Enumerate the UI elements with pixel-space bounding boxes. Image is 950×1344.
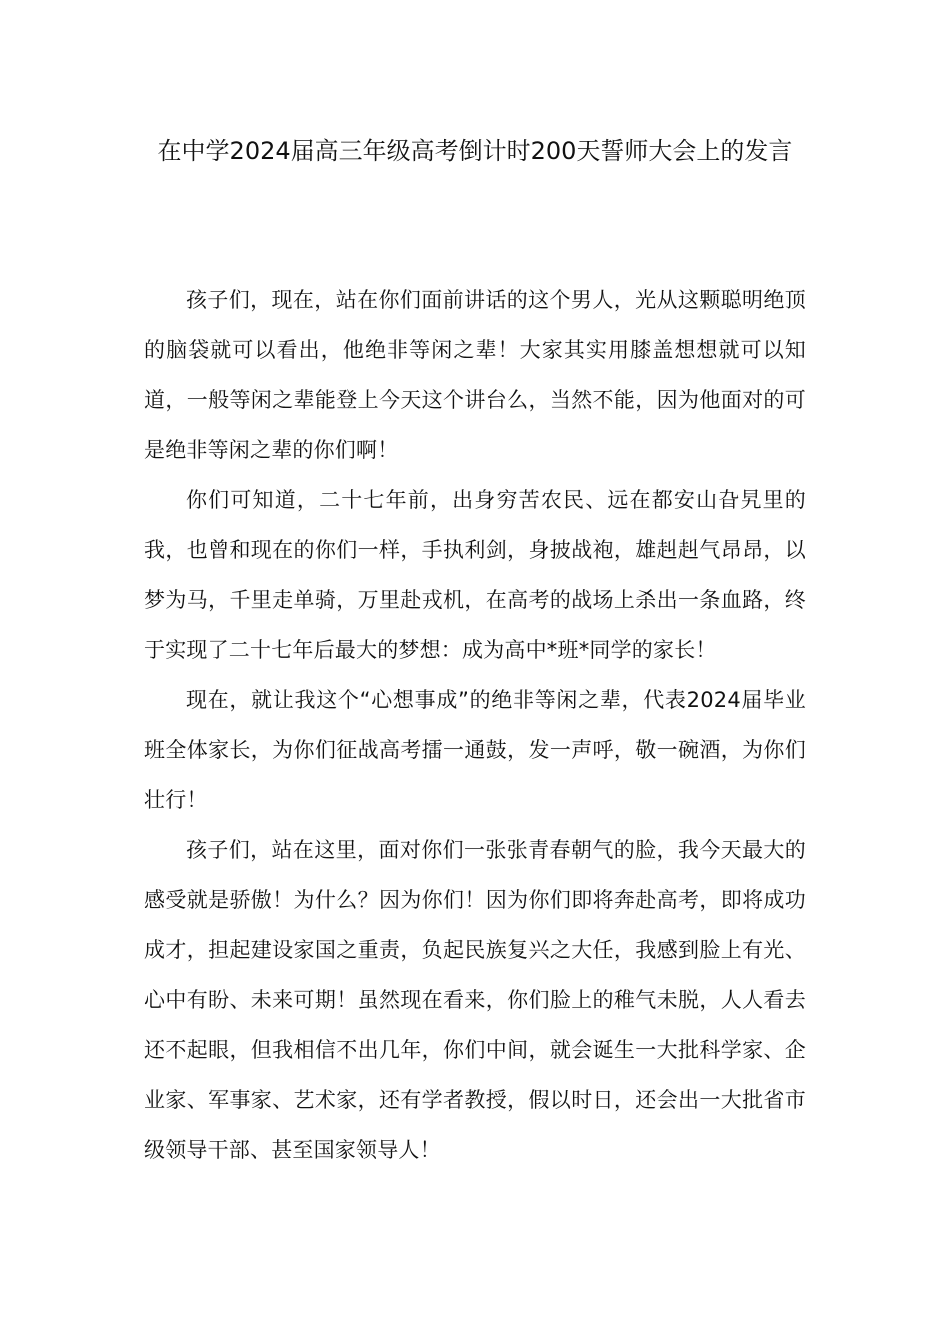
paragraph: 现在，就让我这个“心想事成”的绝非等闲之辈，代表2024届毕业班全体家长，为你们征战高考擂一通鼓，发一声呼，敬一碗酒，为你们壮行！ [144, 688, 806, 812]
paragraph: 孩子们，现在，站在你们面前讲话的这个男人，光从这颗聪明绝顶的脑袋就可以看出，他绝非等闲之辈！大家其实用膝盖想想就可以知道，一般等闲之辈能登上今天这个讲台么，当然不能，因为他面对的可是绝非等闲之辈的你们啊！ [144, 288, 806, 462]
document-body [144, 275, 806, 1175]
paragraph: 孩子们，站在这里，面对你们一张张青春朝气的脸，我今天最大的感受就是骄傲！为什么？因为你们！因为你们即将奔赴高考，即将成功成才，担起建设家国之重责，负起民族复兴之大任，我感到脸上有光、心中有盼、未来可期！虽然现在看来，你们脸上的稚气未脱，人人看去还不起眼，但我相信不出几年，你们中间，就会诞生一大批科学家、企业家、军事家、艺术家，还有学者教授，假以时日，还会出一大批省市级领导干部、甚至国家领导人！ [144, 838, 806, 1162]
page-title: 在中学2024届高三年级高考倒计时200天誓师大会上的发言 [157, 137, 793, 165]
paragraph: 你们可知道，二十七年前，出身穷苦农民、远在都安山旮旯里的我，也曾和现在的你们一样，手执利剑，身披战袍，雄赳赳气昂昂，以梦为马，千里走单骑，万里赴戎机，在高考的战场上杀出一条血路，终于实现了二十七年后最大的梦想：成为高中*班*同学的家长！ [144, 488, 806, 662]
